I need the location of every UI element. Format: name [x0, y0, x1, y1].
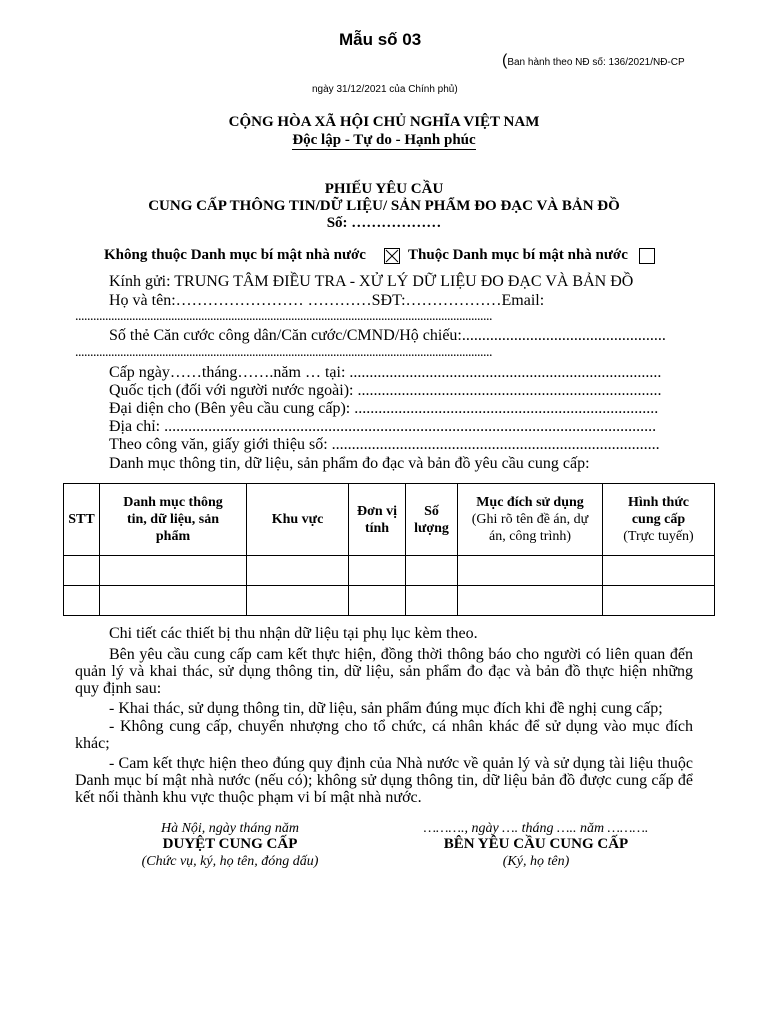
col-header-unit: Đơn vị tính [349, 484, 406, 556]
national-motto [0, 132, 768, 149]
representative-field[interactable]: Đại diện cho (Bên yêu cầu cung cấp): ............................................................................ [109, 400, 659, 417]
table-cell[interactable] [406, 556, 458, 586]
approver-title: DUYỆT CUNG CẤP [162, 836, 298, 852]
motto-text: Độc lập - Tự do - Hạnh phúc [292, 132, 476, 148]
table-cell[interactable] [64, 586, 100, 616]
not-secret-label: Không thuộc Danh mục bí mật nhà nước [104, 247, 366, 263]
table-row [64, 586, 715, 616]
table-cell[interactable] [349, 586, 406, 616]
is-secret-checkbox[interactable] [639, 248, 655, 264]
col-header-quantity: Số lượng [406, 484, 458, 556]
table-cell[interactable] [406, 586, 458, 616]
col-header-method [603, 484, 715, 556]
dotted-fill-line[interactable]: ........................................................................................................................................... [75, 309, 492, 324]
table-cell[interactable] [247, 586, 349, 616]
table-cell[interactable] [64, 556, 100, 586]
col-header-catalog: Danh mục thông tin, dữ liệu, sản phẩm [100, 484, 247, 556]
commitment-paragraph: Bên yêu cầu cung cấp cam kết thực hiện, đồng thời thông báo cho người có liên quan đến quản lý và khai thác, sử dụng thông tin, dữ liệu, sản phẩm đo đạc và bản đồ thực hiện những quy định sau: [75, 646, 693, 697]
decree-text: Ban hành theo NĐ số: 136/2021/NĐ-CP [507, 57, 685, 68]
col-header-area: Khu vực [247, 484, 349, 556]
appendix-note: Chi tiết các thiết bị thu nhận dữ liệu tại phụ lục kèm theo. [109, 625, 478, 642]
nationality-field[interactable]: Quốc tịch (đối với người nước ngoài): ............................................................................ [109, 382, 662, 399]
form-title: PHIẾU YÊU CẦU [324, 181, 444, 197]
open-paren: ( [502, 52, 508, 69]
method-header-note: (Trực tuyến) [623, 529, 694, 544]
col-header-purpose [458, 484, 603, 556]
address-field[interactable]: Địa chỉ: ........................................................................................................................... [109, 418, 657, 435]
col-header-stt: STT [64, 484, 100, 556]
purpose-header-main: Mục đích sử dụng [476, 495, 584, 510]
commitment-item-3: - Cam kết thực hiện theo đúng quy định của Nhà nước về quản lý và sử dụng tài liệu thuộc Danh mục bí mật nhà nước (nếu có); không sử dụng thông tin, dữ liệu bản đồ được cung cấp để kết nối thành khu vực thuộc phạm vi bí mật nhà nước. [75, 755, 693, 806]
table-cell[interactable] [100, 556, 247, 586]
commitment-item-1: - Khai thác, sử dụng thông tin, dữ liệu, sản phẩm đúng mục đích khi đề nghị cung cấp; [109, 700, 663, 717]
decree-reference-line1 [502, 52, 685, 70]
recipient-line: Kính gửi: TRUNG TÂM ĐIỀU TRA - XỬ LÝ DỮ LIỆU ĐO ĐẠC VÀ BẢN ĐỒ [109, 273, 634, 290]
commitment-item-2: - Không cung cấp, chuyển nhượng cho tổ chức, cá nhân khác để sử dụng vào mục đích khác; [75, 718, 693, 752]
fullname-phone-email-field[interactable]: Họ và tên:…………………… …………SĐT:………………Email: [109, 292, 545, 309]
table-cell[interactable] [247, 556, 349, 586]
table-cell[interactable] [100, 586, 247, 616]
table-row [64, 556, 715, 586]
table-cell[interactable] [603, 586, 715, 616]
purpose-header-note: (Ghi rõ tên đề án, dự án, công trình) [471, 512, 589, 544]
form-serial-number: Số: ……………… [326, 215, 442, 231]
approver-date: Hà Nội, ngày tháng năm [160, 821, 300, 836]
country-name: CỘNG HÒA XÃ HỘI CHỦ NGHĨA VIỆT NAM [228, 114, 540, 130]
table-cell[interactable] [603, 556, 715, 586]
requester-date: ………., ngày …. tháng ….. năm ………. [423, 821, 649, 836]
requester-title: BÊN YÊU CẦU CUNG CẤP [443, 836, 629, 852]
form-subtitle: CUNG CẤP THÔNG TIN/DỮ LIỆU/ SẢN PHẨM ĐO ĐẠC VÀ BẢN ĐỒ [148, 198, 620, 214]
decree-reference-line2: ngày 31/12/2021 của Chính phủ) [312, 84, 458, 95]
request-items-table [63, 483, 715, 616]
is-secret-label: Thuộc Danh mục bí mật nhà nước [408, 247, 628, 263]
issue-date-field[interactable]: Cấp ngày……tháng…….năm … tại: .............................................................................. [109, 364, 662, 381]
form-number: Mẫu số 03 [339, 30, 422, 49]
official-letter-field[interactable]: Theo công văn, giấy giới thiệu số: .................................................................................. [109, 436, 660, 453]
table-header-row [64, 484, 715, 556]
not-secret-checkbox[interactable] [384, 248, 400, 264]
catalog-intro: Danh mục thông tin, dữ liệu, sản phẩm đo đạc và bản đồ yêu cầu cung cấp: [109, 455, 590, 472]
id-card-field[interactable]: Số thẻ Căn cước công dân/Căn cước/CMND/Hộ chiếu:................................................... [109, 327, 666, 344]
checked-x-icon [385, 249, 399, 263]
method-header-main: Hình thức cung cấp [628, 495, 689, 527]
dotted-fill-line[interactable]: ........................................................................................................................................... [75, 345, 492, 360]
table-cell[interactable] [458, 556, 603, 586]
table-cell[interactable] [349, 556, 406, 586]
requester-note: (Ký, họ tên) [502, 854, 570, 869]
table-cell[interactable] [458, 586, 603, 616]
approver-note: (Chức vụ, ký, họ tên, đóng dấu) [141, 854, 319, 869]
